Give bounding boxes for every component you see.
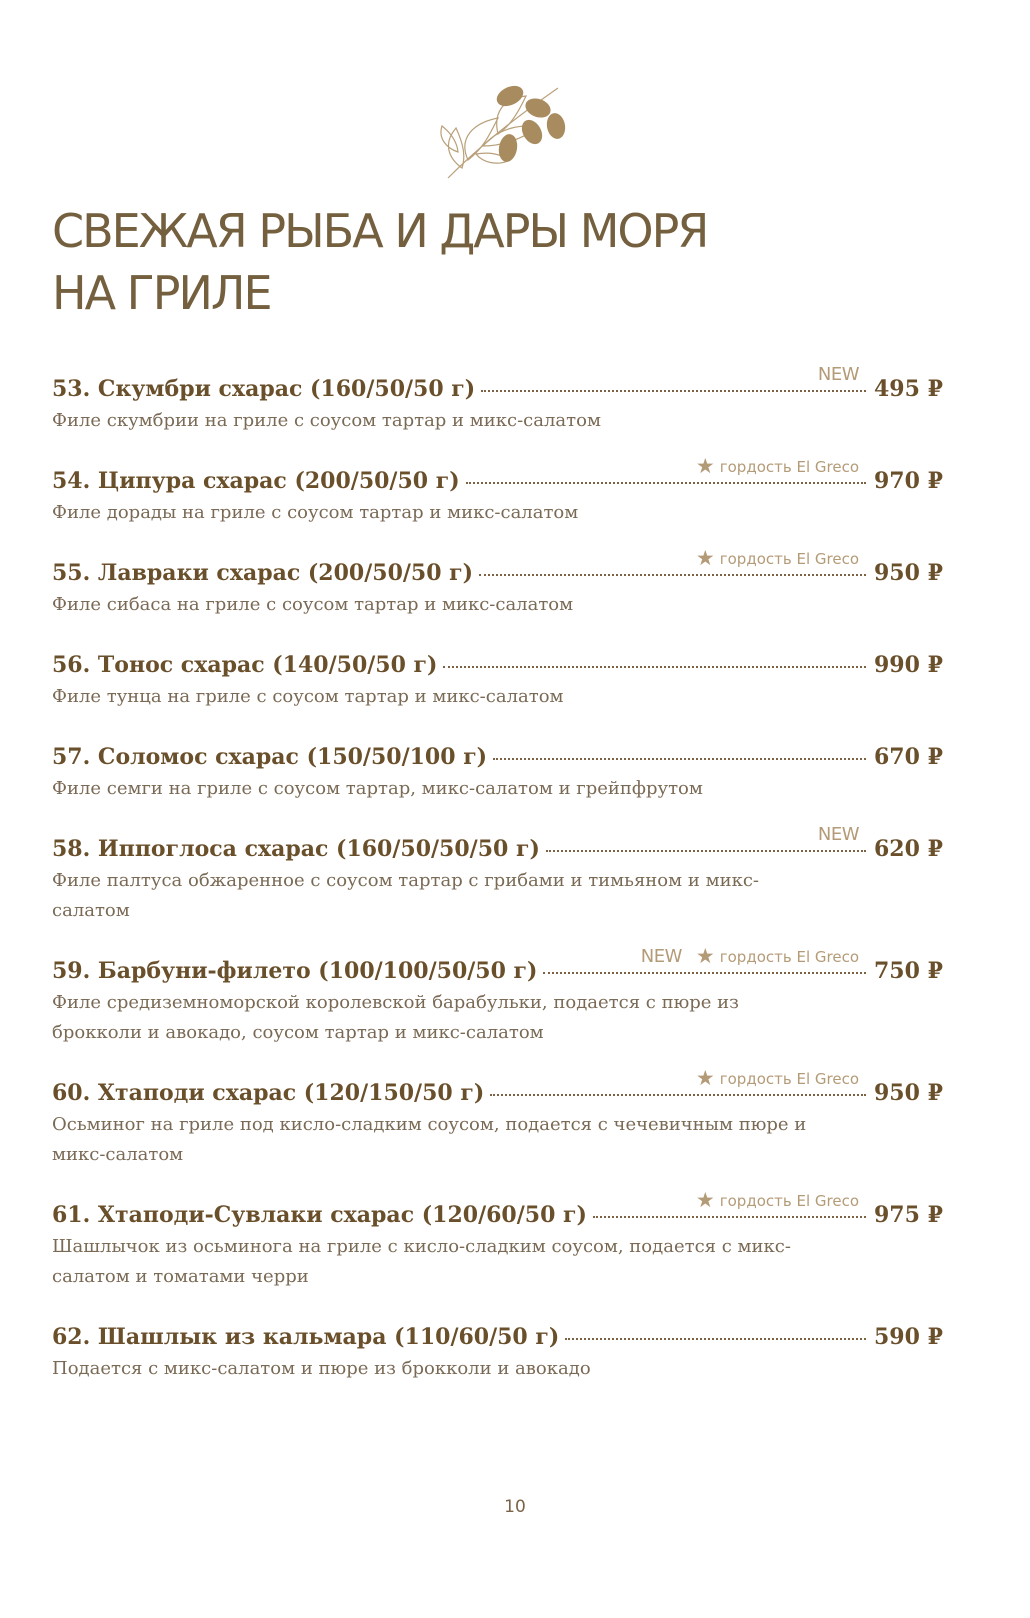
new-badge: NEW — [640, 946, 682, 967]
dish-description: Филе средиземноморской королевской барабульки, подается с пюре из брокколи и авокадо, соусом тартар и микс-салатом — [52, 992, 739, 1043]
dish-tags — [814, 364, 859, 385]
star-icon: ★ — [695, 1188, 715, 1212]
dish-name: 61. Хтаподи-Сувлаки схарас (120/60/50 г) — [52, 1202, 587, 1228]
menu-item — [52, 1188, 944, 1292]
new-badge: NEW — [817, 824, 859, 845]
dish-price: 495 ₽ — [874, 376, 943, 402]
pride-badge — [696, 456, 859, 477]
dish-description: Филе сибаса на гриле с соусом тартар и микс-салатом — [52, 594, 574, 615]
star-icon: ★ — [695, 944, 715, 968]
menu-item-row — [52, 744, 944, 774]
pride-label: гордость El Greco — [719, 947, 859, 966]
dish-price: 950 ₽ — [874, 1080, 943, 1106]
pride-label: гордость El Greco — [719, 549, 859, 568]
dish-price: 620 ₽ — [874, 836, 943, 862]
menu-item — [52, 744, 944, 804]
pride-badge — [696, 1190, 859, 1211]
dish-description: Филе скумбрии на гриле с соусом тартар и микс-салатом — [52, 410, 601, 431]
dish-name: 55. Лавраки схарас (200/50/50 г) — [52, 560, 474, 586]
dish-price: 950 ₽ — [874, 560, 943, 586]
dish-name: 59. Барбуни-филето (100/100/50/50 г) — [52, 958, 538, 984]
dot-leader — [466, 482, 866, 484]
menu-item-row — [52, 1066, 944, 1110]
dish-price: 590 ₽ — [874, 1324, 943, 1350]
star-icon: ★ — [695, 546, 715, 570]
dot-leader — [543, 972, 866, 974]
title-line-1: СВЕЖАЯ РЫБА И ДАРЫ МОРЯ — [52, 204, 708, 258]
pride-badge — [696, 946, 859, 967]
pride-label: гордость El Greco — [719, 457, 859, 476]
menu-item-row — [52, 1324, 944, 1354]
dish-description: Филе палтуса обжаренное с соусом тартар с грибами и тимьяном и микс-салатом — [52, 870, 759, 921]
dish-price: 670 ₽ — [874, 744, 943, 770]
dish-name: 60. Хтаподи схарас (120/150/50 г) — [52, 1080, 485, 1106]
pride-label: гордость El Greco — [719, 1069, 859, 1088]
menu-item — [52, 546, 944, 620]
dish-tags — [637, 946, 859, 967]
dot-leader — [479, 574, 866, 576]
dish-description: Филе тунца на гриле с соусом тартар и микс-салатом — [52, 686, 564, 707]
dish-description: Филе дорады на гриле с соусом тартар и микс-салатом — [52, 502, 579, 523]
dish-name: 53. Скумбри схарас (160/50/50 г) — [52, 376, 476, 402]
dot-leader — [481, 390, 866, 392]
menu-item-row — [52, 454, 944, 498]
dish-price: 970 ₽ — [874, 468, 943, 494]
dot-leader — [593, 1216, 866, 1218]
menu-item-row — [52, 1188, 944, 1232]
dish-tags — [692, 1190, 859, 1211]
dot-leader — [493, 758, 866, 760]
dot-leader — [565, 1338, 866, 1340]
dot-leader — [490, 1094, 866, 1096]
dish-tags — [692, 1068, 859, 1089]
dish-description: Шашлычок из осьминога на гриле с кисло-сладким соусом, подается с микс-салатом и томатами черри — [52, 1236, 791, 1287]
page-title — [52, 200, 707, 324]
title-line-2: НА ГРИЛЕ — [52, 266, 271, 320]
dot-leader — [443, 666, 866, 668]
dish-price: 975 ₽ — [874, 1202, 943, 1228]
dish-price: 990 ₽ — [874, 652, 943, 678]
dish-tags — [814, 824, 859, 845]
menu-item — [52, 824, 944, 926]
dish-name: 62. Шашлык из кальмара (110/60/50 г) — [52, 1324, 560, 1350]
dish-price: 750 ₽ — [874, 958, 943, 984]
menu-item — [52, 1066, 944, 1170]
page-number: 10 — [504, 1497, 526, 1517]
dish-name: 56. Тонос схарас (140/50/50 г) — [52, 652, 438, 678]
menu-item — [52, 364, 944, 436]
dish-description: Подается с микс-салатом и пюре из брокколи и авокадо — [52, 1358, 591, 1379]
dish-name: 57. Соломос схарас (150/50/100 г) — [52, 744, 488, 770]
menu-item-row — [52, 546, 944, 590]
menu-item — [52, 944, 944, 1048]
dish-name: 58. Иппоглоса схарас (160/50/50/50 г) — [52, 836, 540, 862]
menu-list — [52, 364, 944, 1416]
dish-description: Филе семги на гриле с соусом тартар, микс-салатом и грейпфрутом — [52, 778, 703, 799]
dish-tags — [692, 456, 859, 477]
menu-item — [52, 1324, 944, 1384]
pride-badge — [696, 548, 859, 569]
menu-item-row — [52, 364, 944, 406]
dot-leader — [546, 850, 866, 852]
menu-item — [52, 652, 944, 712]
new-badge: NEW — [817, 364, 859, 385]
pride-label: гордость El Greco — [719, 1191, 859, 1210]
pride-badge — [696, 1068, 859, 1089]
menu-item-row — [52, 824, 944, 866]
star-icon: ★ — [695, 454, 715, 478]
dish-name: 54. Ципура схарас (200/50/50 г) — [52, 468, 460, 494]
dish-description: Осьминог на гриле под кисло-сладким соусом, подается с чечевичным пюре и микс-салатом — [52, 1114, 807, 1165]
menu-item-row — [52, 652, 944, 682]
menu-item — [52, 454, 944, 528]
menu-item-row — [52, 944, 944, 988]
dish-tags — [692, 548, 859, 569]
star-icon: ★ — [695, 1066, 715, 1090]
olive-branch-icon — [438, 68, 578, 186]
